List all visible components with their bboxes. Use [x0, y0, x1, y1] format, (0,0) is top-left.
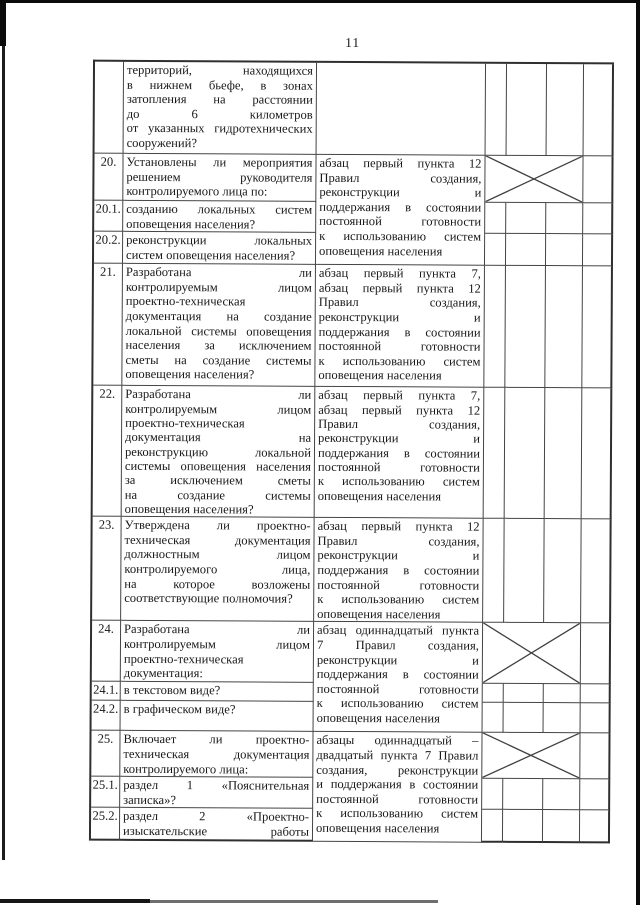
row-number-cell: 22.: [93, 386, 123, 517]
answer-cell: [584, 64, 614, 156]
answer-cell: [505, 388, 546, 519]
page-number: 11: [345, 34, 361, 51]
answer-cell: [583, 203, 613, 234]
answer-cell: [543, 779, 580, 810]
answer-cell: [506, 234, 546, 266]
answer-cell: [545, 388, 583, 519]
question-text: в текстовом виде?: [123, 683, 221, 698]
answer-cell: [484, 266, 506, 388]
question-cell: [121, 701, 314, 732]
answer-cell: [583, 156, 613, 203]
row-20: [94, 154, 613, 204]
question-cell: [121, 682, 314, 702]
legal-basis-text: абзац одиннадцатый пункта 7 Правил создания, реконструкции и поддержания в состоянии постоянной готовности к использованию систем оповещения населения: [316, 623, 480, 726]
row-number-cell: 24.: [92, 621, 121, 682]
legal-basis-text: абзац первый пункта 7, абзац первый пункта 12 Правил создания, реконструкции и поддержания в состоянии постоянной готовности к использованию систем оповещения населения: [318, 266, 481, 383]
question-text: Разработана ли контролируемым лицом проектно-техническая документация на реконструкцию локальной системы оповещения населения за исключением сметы на создание системы оповещения населения?: [124, 387, 312, 517]
question-cell: [120, 777, 313, 809]
answer-cell: [547, 64, 584, 156]
answer-cell: [581, 704, 611, 734]
answer-cell: [483, 703, 504, 733]
question-text: Утверждена ли проектно- техническая документация должностным лицом контролируемого лица, на которое возложены соответствующие полномочия?: [124, 518, 311, 606]
scan-edge-left-thin: [2, 46, 5, 860]
question-text: раздел 1 «Пояснительная записка»?: [123, 778, 310, 807]
row-number-cell: 21.: [93, 264, 123, 386]
legal-basis-text: абзацы одиннадцатый – двадцатый пункта 7 Правил создания, реконструкции и поддержания в состоянии постоянной готовности к использованию систем оповещения населения: [315, 733, 479, 836]
answer-cell: [580, 811, 610, 844]
row-number-cell: 25.2.: [91, 808, 120, 841]
answer-cell: [504, 684, 544, 703]
legal-basis-cell: [314, 518, 484, 623]
answer-cell: [507, 64, 547, 156]
legal-basis-cell: [315, 265, 485, 388]
row-number-cell: [95, 62, 124, 154]
answer-cell: [484, 388, 506, 519]
legal-basis-text: абзац первый пункта 7, абзац первый пункта 12 Правил создания, реконструкции и поддержания в состоянии постоянной готовности к использованию систем оповещения населения: [317, 388, 481, 504]
answer-cell: [503, 810, 543, 843]
answer-cell: [580, 779, 610, 810]
answer-cell: [581, 519, 612, 623]
answer-cell: [483, 519, 505, 623]
question-cell: [121, 517, 315, 622]
na-cross-icon: [482, 733, 579, 778]
question-text: в графическом виде?: [123, 702, 236, 717]
answer-cell: [486, 64, 507, 156]
row-number-cell: 24.2.: [92, 701, 121, 731]
question-text: созданию локальных систем оповещения населения?: [126, 201, 313, 232]
row-25: [91, 731, 610, 779]
row-number-cell: 20.2.: [94, 232, 123, 264]
answer-cell: [544, 684, 581, 703]
question-cell: [123, 154, 316, 202]
answer-cell: [583, 234, 613, 266]
answer-cell: [503, 779, 543, 810]
row-number-cell: 25.1.: [91, 777, 120, 808]
question-cell: [122, 386, 316, 518]
question-text: территорий, находящихся в нижнем бьефе, в зонах затопления на расстоянии до 6 километров от указанных гидротехнических сооружений?: [126, 62, 314, 151]
legal-basis-cell: [316, 155, 486, 266]
answer-cell: [482, 810, 503, 843]
na-crossed-cell: [485, 156, 583, 204]
answer-cell: [546, 234, 583, 266]
legal-basis-text: абзац первый пункта 12 Правил создания, реконструкции и поддержания в состоянии постоянной готовности к использованию систем оповещения населения: [317, 519, 480, 622]
scan-edge-right: [636, 0, 640, 905]
answer-cell: [580, 734, 610, 780]
row-number-cell: 23.: [92, 517, 122, 621]
question-text: раздел 2 «Проектно- изыскательские работы: [122, 809, 310, 839]
na-cross-icon: [485, 156, 582, 203]
answer-cell: [504, 519, 545, 623]
row-23: [92, 517, 612, 624]
row-21: [93, 264, 613, 389]
question-text: Включает ли проектно- техническая документация контролируемого лица:: [123, 732, 310, 777]
checklist-table: [89, 60, 614, 844]
answer-cell: [505, 266, 546, 388]
answer-cell: [485, 203, 506, 234]
row-19-continued: [95, 62, 614, 157]
question-cell: [124, 62, 317, 155]
answer-cell: [582, 388, 613, 519]
question-text: реконструкции локальных систем оповещения населения?: [125, 233, 313, 263]
answer-cell: [485, 234, 506, 266]
legal-basis-cell: [317, 63, 486, 156]
legal-basis-cell: [314, 622, 484, 733]
answer-cell: [483, 684, 504, 703]
row-number-cell: 20.: [94, 154, 123, 201]
answer-cell: [545, 266, 583, 388]
scan-edge-left-thick: [0, 0, 6, 46]
answer-cell: [582, 266, 613, 388]
answer-cell: [543, 810, 580, 843]
na-crossed-cell: [483, 623, 581, 685]
answer-cell: [581, 624, 611, 685]
question-text: Установлены ли мероприятия решением руководителя контролируемого лица по:: [126, 154, 313, 199]
answer-cell: [544, 703, 581, 733]
scan-edge-top: [0, 0, 640, 3]
row-number-cell: 24.1.: [92, 682, 121, 701]
answer-cell: [504, 703, 544, 733]
scan-edge-bottom-gray: [150, 900, 438, 903]
na-cross-icon: [483, 623, 580, 684]
row-22: [93, 386, 613, 520]
row-number-cell: 25.: [91, 731, 120, 777]
row-24: [92, 621, 611, 685]
row-number-cell: 20.1.: [94, 201, 123, 232]
legal-basis-cell: [315, 387, 485, 519]
legal-basis-text: абзац первый пункта 12 Правил создания, реконструкции и поддержания в состоянии постоянной готовности к использованию систем оповещения населения: [319, 155, 482, 259]
answer-cell: [546, 203, 583, 234]
question-cell: [123, 201, 316, 233]
answer-cell: [506, 203, 546, 234]
question-cell: [121, 621, 314, 683]
answer-cell: [581, 685, 611, 704]
answer-cell: [544, 519, 582, 623]
na-crossed-cell: [482, 733, 580, 779]
question-text: Разработана ли контролируемым лицом проектно-техническая документация:: [123, 622, 311, 681]
answer-cell: [482, 779, 503, 810]
question-cell: [122, 264, 316, 387]
legal-basis-cell: [313, 732, 483, 843]
question-cell: [123, 232, 316, 265]
question-text: Разработана ли контролируемым лицом проектно-техническая документация на создание локальной системы оповещения населения за исключением сметы на создание системы оповещения населения?: [125, 265, 312, 382]
question-cell: [120, 731, 313, 778]
question-cell: [120, 808, 313, 842]
scan-edge-bottom-dark: [0, 899, 150, 903]
